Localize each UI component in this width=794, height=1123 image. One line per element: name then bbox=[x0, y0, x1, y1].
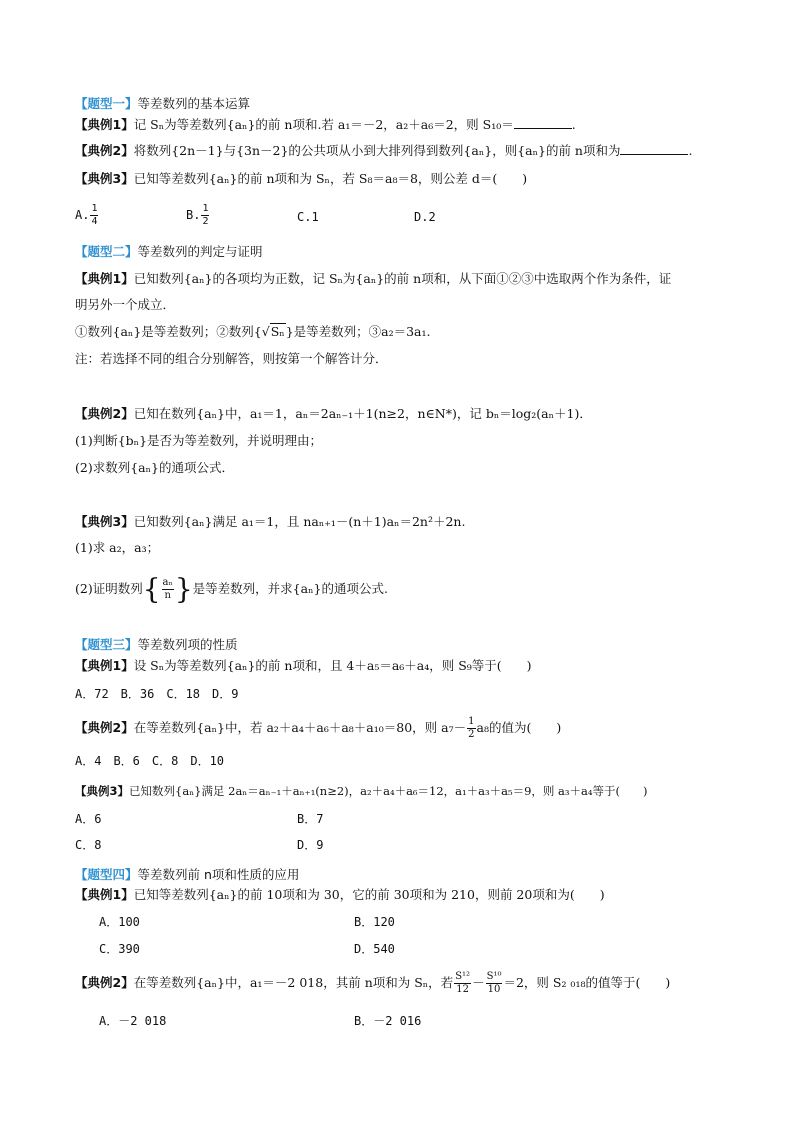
fraction: $\frac{1}{2}$ bbox=[202, 203, 209, 227]
example-3-1: 【典例1】设 Sₙ为等差数列{aₙ}的前 n项和，且 4＋a₅＝a₆＋a₄，则 S₉等于( ) bbox=[75, 658, 532, 673]
example-3-3-option-c: C．8 bbox=[75, 838, 102, 852]
example-1-2: 【典例2】将数列{2n－1}与{3n－2}的公共项从小到大排列得到数列{aₙ}，则{aₙ}的前 n项和为 . bbox=[75, 143, 693, 158]
fraction: $\frac{1}{4}$ bbox=[91, 203, 98, 227]
example-4-2-option-b: B．－2 016 bbox=[354, 1014, 422, 1028]
answer-blank bbox=[620, 142, 688, 155]
example-4-1-option-b: B．120 bbox=[354, 915, 395, 929]
option-c: C.1 bbox=[297, 210, 319, 224]
section-header-2: 【题型二】等差数列的判定与证明 bbox=[75, 244, 263, 259]
example-3-3-option-d: D．9 bbox=[297, 838, 324, 852]
example-2-3-q1: (1)求 a₂，a₃； bbox=[75, 540, 160, 555]
example-4-1-option-d: D．540 bbox=[354, 942, 395, 956]
example-2-3-q2: (2)证明数列{ $\frac{\text{aₙ}}{n}$ }是等差数列，并求{aₙ}的通项公式. bbox=[75, 572, 388, 606]
example-4-1-option-a: A．100 bbox=[99, 915, 140, 929]
example-2-1-line1: 【典例1】已知数列{aₙ}的各项均为正数，记 Sₙ为{aₙ}的前 n项和，从下面①②③中选取两个作为条件，证 bbox=[75, 271, 672, 286]
option-b: B. $\frac{1}{2}$ bbox=[186, 203, 209, 227]
example-4-2: 【典例2】在等差数列{aₙ}中，a₁＝－2 018，其前 n项和为 Sₙ，若 $\frac{\text{S¹²}}{12}$ － $\frac{\text{S¹⁰}}{10}$ ＝2，则 S₂ ₀₁₈的值等于( ) bbox=[75, 971, 671, 995]
example-4-1-option-c: C．390 bbox=[99, 942, 140, 956]
answer-blank bbox=[514, 116, 572, 129]
example-2-2-q2: (2)求数列{aₙ}的通项公式． bbox=[75, 460, 234, 475]
example-3-3: 【典例3】已知数列{aₙ}满足 2aₙ＝aₙ₋₁＋aₙ₊₁(n≥2)，a₂＋a₄＋a₆＝12，a₁＋a₃＋a₅＝9，则 a₃＋a₄等于( ) bbox=[75, 784, 648, 798]
fraction: $\frac{\text{S¹⁰}}{10}$ bbox=[486, 971, 502, 995]
example-3-2: 【典例2】在等差数列{aₙ}中，若 a₂＋a₄＋a₆＋a₈＋a₁₀＝80，则 a₇－ $\frac{1}{2}$ a₈的值为( ) bbox=[75, 716, 562, 740]
example-4-2-option-a: A．－2 018 bbox=[99, 1014, 167, 1028]
example-3-3-option-a: A．6 bbox=[75, 812, 102, 826]
option-d: D.2 bbox=[414, 210, 436, 224]
fraction: $\frac{1}{2}$ bbox=[468, 716, 475, 740]
example-4-1: 【典例1】已知等差数列{aₙ}的前 10项和为 30，它的前 30项和为 210，则前 20项和为( ) bbox=[75, 887, 605, 902]
example-3-3-option-b: B．7 bbox=[297, 812, 324, 826]
section-header-3: 【题型三】等差数列项的性质 bbox=[75, 637, 238, 652]
example-2-1-conditions: ①数列{aₙ}是等差数列；②数列{√Sₙ}是等差数列；③a₂＝3a₁. bbox=[75, 324, 431, 339]
section-header-4: 【题型四】等差数列前 n项和性质的应用 bbox=[75, 867, 300, 882]
example-2-3: 【典例3】已知数列{aₙ}满足 a₁＝1，且 naₙ₊₁－(n＋1)aₙ＝2n²＋2n. bbox=[75, 514, 466, 529]
example-1-3: 【典例3】已知等差数列{aₙ}的前 n项和为 Sₙ，若 S₈＝a₈＝8，则公差 d＝( ) bbox=[75, 171, 528, 186]
section-header-1: 【题型一】等差数列的基本运算 bbox=[75, 96, 251, 111]
fraction: $\frac{\text{S¹²}}{12}$ bbox=[455, 971, 471, 995]
example-2-1-note: 注：若选择不同的组合分别解答，则按第一个解答计分． bbox=[75, 351, 388, 366]
example-1-1: 【典例1】记 Sₙ为等差数列{aₙ}的前 n项和.若 a₁＝－2，a₂＋a₆＝2，则 S₁₀＝ . bbox=[75, 117, 576, 132]
option-a: A. $\frac{1}{4}$ bbox=[75, 203, 98, 227]
example-3-1-options: A．72 B．36 C．18 D．9 bbox=[75, 687, 239, 701]
example-2-1-line2: 明另外一个成立． bbox=[75, 297, 176, 312]
example-3-2-options: A．4 B．6 C．8 D．10 bbox=[75, 754, 225, 768]
fraction: $\frac{\text{aₙ}}{n}$ bbox=[162, 577, 173, 601]
example-2-2: 【典例2】已知在数列{aₙ}中，a₁＝1，aₙ＝2aₙ₋₁＋1(n≥2，n∈N*)，记 bₙ＝log₂(aₙ＋1)． bbox=[75, 406, 592, 421]
example-2-2-q1: (1)判断{bₙ}是否为等差数列，并说明理由； bbox=[75, 433, 323, 448]
